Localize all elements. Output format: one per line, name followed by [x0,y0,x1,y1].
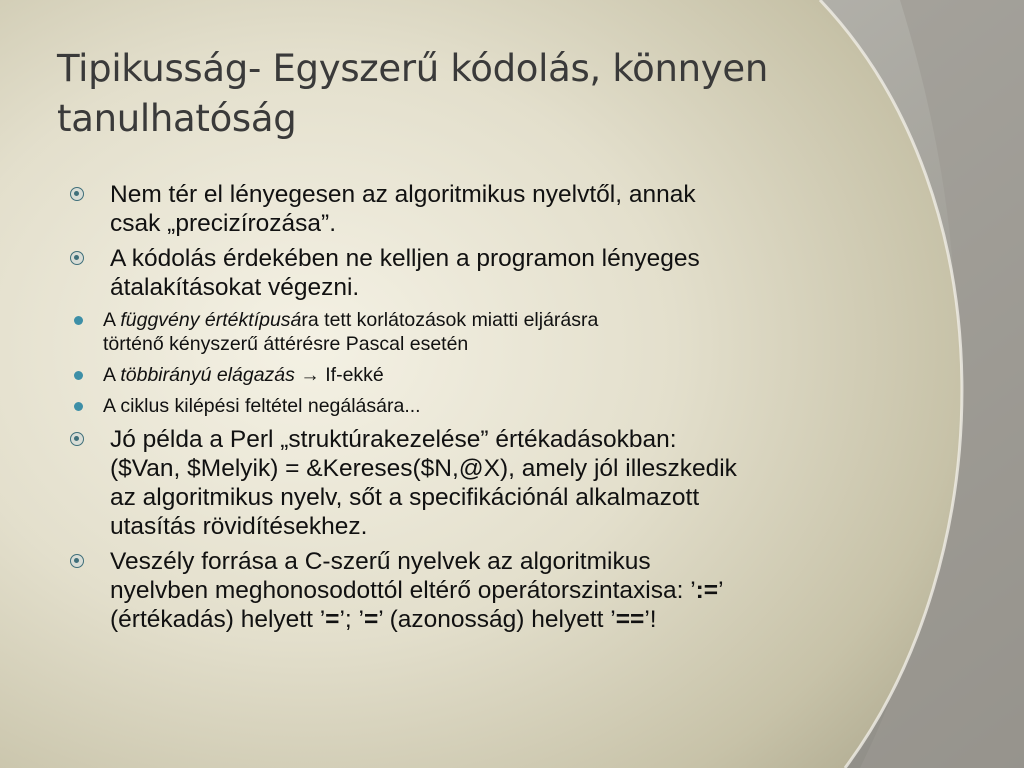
dot-bullet-icon [74,402,83,411]
dot-bullet-icon [74,371,83,380]
operator-equals: = [363,606,379,633]
bullet-item: Nem tér el lényegesen az algoritmikus nyelvtől, annak csak „precizírozása”. [70,180,890,238]
sub-bullet-item: A függvény értéktípusára tett korlátozások miatti eljárásra történő kényszerű áttérésre Pascal esetén [70,308,890,356]
sub-bullet-item: A ciklus kilépési feltétel negálására... [70,394,890,418]
bullet-item: A kódolás érdekében ne kelljen a programon lényeges átalakításokat végezni. [70,244,890,302]
slide-body [70,180,890,640]
bullet-item: Veszély forrása a C-szerű nyelvek az algoritmikus nyelvben meghonosodottól eltérő operátorszintaxisa: ’:=’ (értékadás) helyett ’=’; ’=’ (azonosság) helyett ’==’! [70,547,890,634]
circle-bullet-icon [70,251,84,265]
dot-bullet-icon [74,316,83,325]
bullet-item: Jó példa a Perl „struktúrakezelése” értékadásokban: ($Van, $Melyik) = &Kereses($N,@X), amely jól illeszkedik az algoritmikus nyelv, sőt a specifikációnál alkalmazott utasítás rövidítésekhez. [70,425,890,541]
circle-bullet-icon [70,187,84,201]
sub-bullet-item: A többirányú elágazás → If-ekké [70,363,890,387]
circle-bullet-icon [70,432,84,446]
operator-double-equals: == [615,606,645,633]
operator-equals: = [325,606,340,633]
slide-title: Tipikusság- Egyszerű kódolás, könnyen tanulhatóság [57,47,768,140]
circle-bullet-icon [70,554,84,568]
operator-assign: := [695,577,719,604]
sub-bullet-list [70,308,890,418]
